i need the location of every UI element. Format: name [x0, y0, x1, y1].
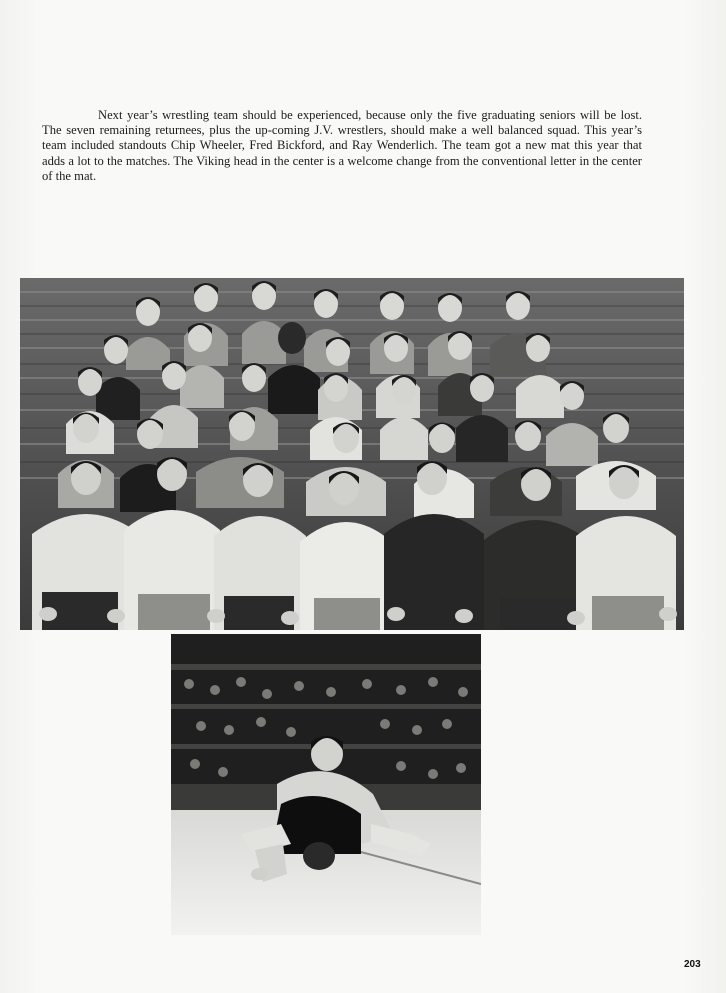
team-group-photo	[20, 278, 684, 630]
article-paragraph	[42, 108, 642, 184]
wrestling-match-photo	[171, 634, 481, 935]
article-paragraph-text: Next year’s wrestling team should be experienced, because only the five graduating seniors will be lost. The seven remaining returnees, plus the up-coming J.V. wrestlers, should make a well balanced squad. This year’s team included standouts Chip Wheeler, Fred Bickford, and Ray Wenderlich. The team got a new mat this year that adds a lot to the matches. The Viking head in the center is a welcome change from the conventional letter in the center of the mat.	[42, 108, 642, 183]
team-photo-illustration	[20, 278, 684, 630]
action-photo-illustration	[171, 634, 481, 935]
page-number: 203	[684, 959, 701, 970]
